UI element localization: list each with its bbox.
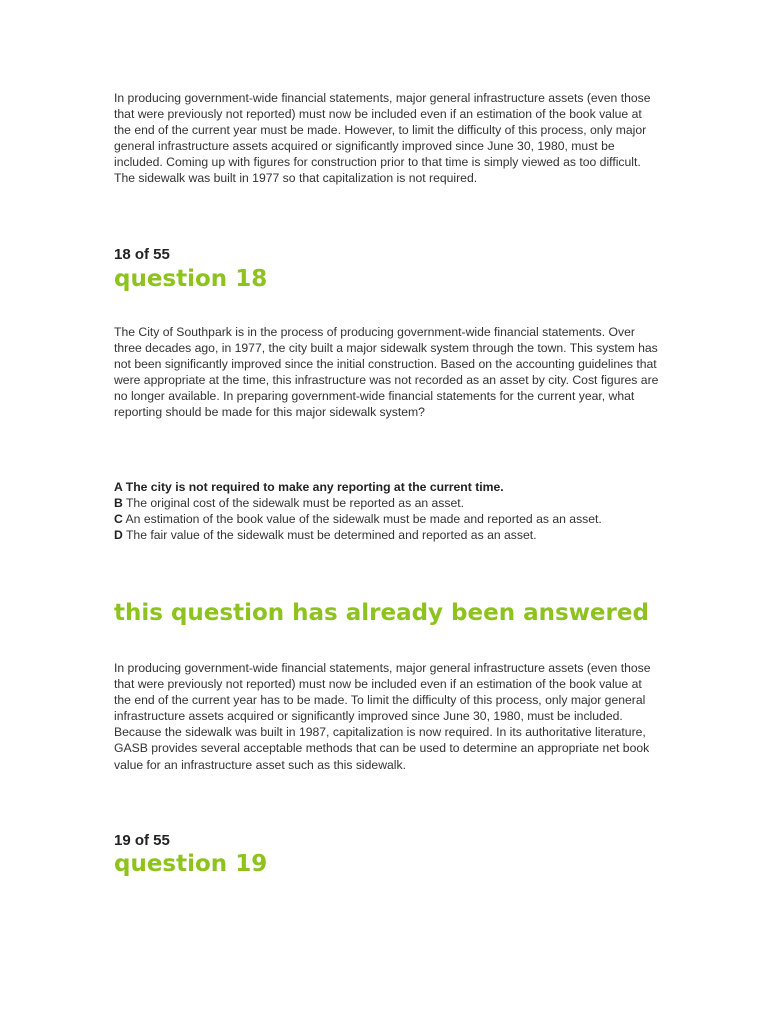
answer-option-a[interactable] [114, 479, 659, 495]
question-title: question 18 [114, 266, 268, 292]
option-text: An estimation of the book value of the sidewalk must be made and reported as an asset. [125, 512, 602, 527]
option-letter: A [114, 480, 123, 494]
answer-option-c[interactable] [114, 511, 659, 527]
answer-option-b[interactable] [114, 495, 659, 511]
question-counter: 19 of 55 [114, 832, 170, 849]
question-prompt: The City of Southpark is in the process of producing government-wide financial statements. Over three decades ago, in 1977, the city built a major sidewalk system through the town. This system has not been significantly improved since the initial construction. Based on the accounting guidelines that were appropriate at the time, this infrastructure was not recorded as an asset by city. Cost figures are no longer available. In preparing government-wide financial statements for the current year, what reporting should be made for this major sidewalk system? [114, 325, 659, 420]
option-text: The city is not required to make any reporting at the current time. [125, 480, 504, 494]
answered-heading: this question has already been answered [114, 600, 649, 626]
question-title: question 19 [114, 851, 268, 877]
option-text: The original cost of the sidewalk must be reported as an asset. [125, 496, 465, 511]
answer-option-d[interactable] [114, 527, 659, 543]
previous-explanation: In producing government-wide financial statements, major general infrastructure assets (even those that were previously not reported) must now be included even if an estimation of the book value at the end of the current year must be made. However, to limit the difficulty of this process, only major general infrastructure assets acquired or significantly improved since June 30, 1980, must be included. Coming up with figures for construction prior to that time is simply viewed as too difficult. The sidewalk was built in 1977 so that capitalization is not required. [114, 91, 651, 186]
question-counter: 18 of 55 [114, 246, 170, 263]
answer-explanation: In producing government-wide financial statements, major general infrastructure assets (even those that were previously not reported) must now be included even if an estimation of the book value at the end of the current year has to be made. To limit the difficulty of this process, only major general infrastructure assets acquired or significantly improved since June 30, 1980, must be included. Because the sidewalk was built in 1987, capitalization is now required. In its authoritative literature, GASB provides several acceptable methods that can be used to determine an appropriate net book value for an infrastructure asset such as this sidewalk. [114, 661, 651, 772]
option-letter: B [114, 496, 123, 511]
option-letter: D [114, 528, 123, 543]
answer-options [114, 479, 659, 543]
option-letter: C [114, 512, 123, 527]
option-text: The fair value of the sidewalk must be determined and reported as an asset. [125, 528, 537, 543]
